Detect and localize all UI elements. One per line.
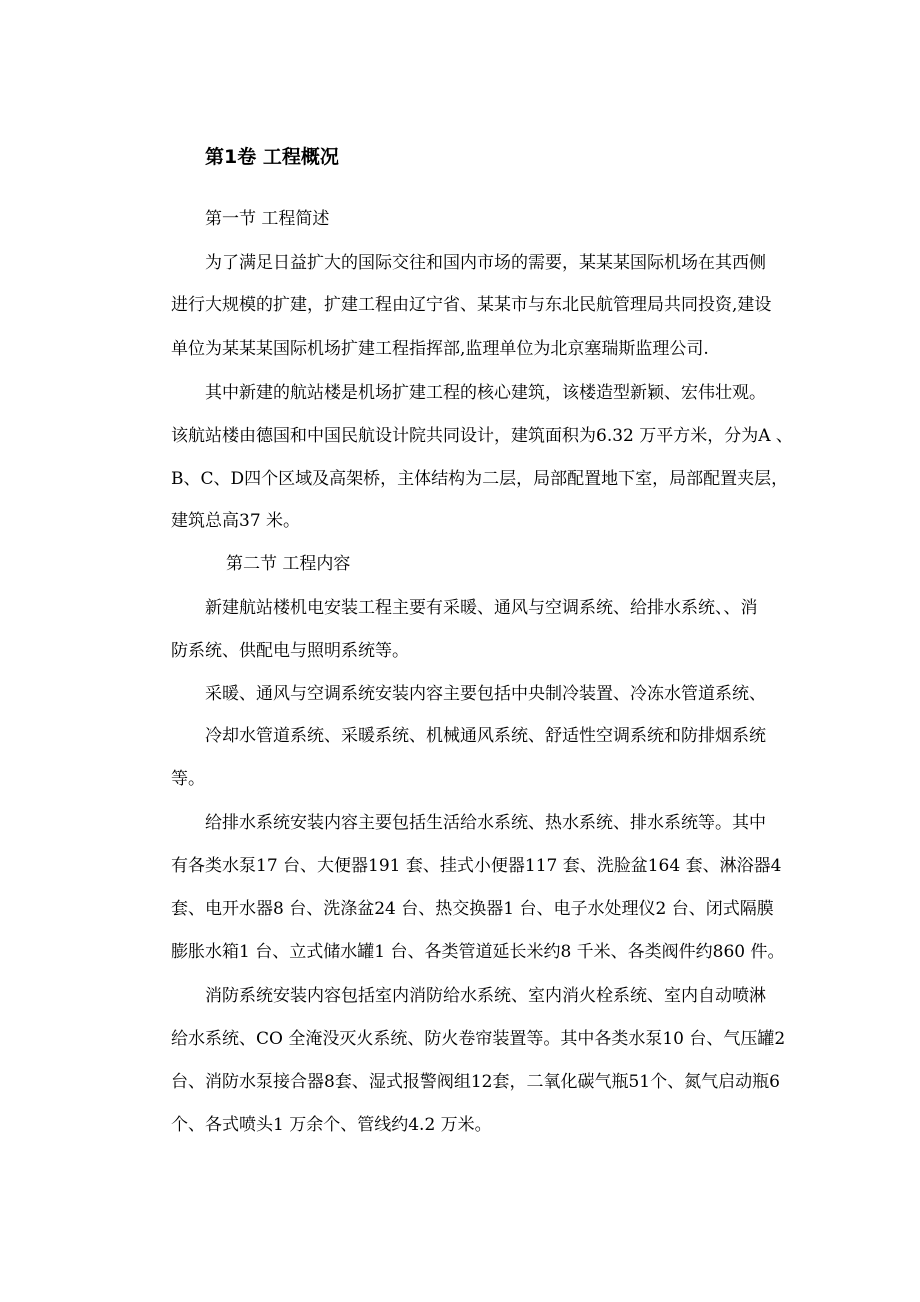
paragraph-line: 防系统、供配电与照明系统等。 — [171, 641, 409, 661]
paragraph-line: 等。 — [171, 769, 205, 789]
chapter-title: 第1卷 工程概况 — [205, 146, 339, 168]
paragraph-line: 台、消防水泵接合器8套、湿式报警阀组12套，二氧化碳气瓶51个、氮气启动瓶6 — [171, 1072, 780, 1092]
paragraph-line: 单位为某某某国际机场扩建工程指挥部,监理单位为北京塞瑞斯监理公司. — [171, 339, 709, 359]
paragraph-line: 消防系统安装内容包括室内消防给水系统、室内消火栓系统、室内自动喷淋 — [205, 986, 766, 1006]
paragraph-line: 给水系统、CO 全淹没灭火系统、防火卷帘装置等。其中各类水泵10 台、气压罐2 — [171, 1029, 786, 1049]
paragraph-line: 套、电开水器8 台、洗涤盆24 台、热交换器1 台、电子水处理仪2 台、闭式隔膜 — [171, 899, 774, 919]
paragraph-line: 该航站楼由德国和中国民航设计院共同设计，建筑面积为6.32 万平方米，分为A 、 — [171, 426, 793, 446]
paragraph-line: 个、各式喷头1 万余个、管线约4.2 万米。 — [171, 1115, 492, 1135]
paragraph-line: 为了满足日益扩大的国际交往和国内市场的需要，某某某国际机场在其西侧 — [205, 253, 766, 273]
paragraph-line: 给排水系统安装内容主要包括生活给水系统、热水系统、排水系统等。其中 — [205, 813, 766, 833]
paragraph-line: 建筑总高37 米。 — [171, 511, 301, 531]
section-heading: 第二节 工程内容 — [226, 554, 351, 574]
paragraph-line: 有各类水泵17 台、大便器191 套、挂式小便器117 套、洗脸盆164 套、淋浴器4 — [171, 856, 782, 876]
section-heading: 第一节 工程简述 — [205, 209, 330, 229]
paragraph-line: 进行大规模的扩建，扩建工程由辽宁省、某某市与东北民航管理局共同投资,建设 — [171, 295, 772, 315]
paragraph-line: 新建航站楼机电安装工程主要有采暖、通风与空调系统、给排水系统、、消 — [205, 598, 758, 618]
paragraph-line: 采暖、通风与空调系统安装内容主要包括中央制冷装置、冷冻水管道系统、 — [205, 684, 766, 704]
paragraph-line: 膨胀水箱1 台、立式储水罐1 台、各类管道延长米约8 千米、各类阀件约860 件。 — [171, 942, 785, 962]
paragraph-line: 冷却水管道系统、采暖系统、机械通风系统、舒适性空调系统和防排烟系统 — [205, 726, 766, 746]
paragraph-line: 其中新建的航站楼是机场扩建工程的核心建筑，该楼造型新颖、宏伟壮观。 — [205, 383, 766, 403]
paragraph-line: B、C、D四个区域及高架桥，主体结构为二层，局部配置地下室，局部配置夹层， — [171, 469, 789, 489]
